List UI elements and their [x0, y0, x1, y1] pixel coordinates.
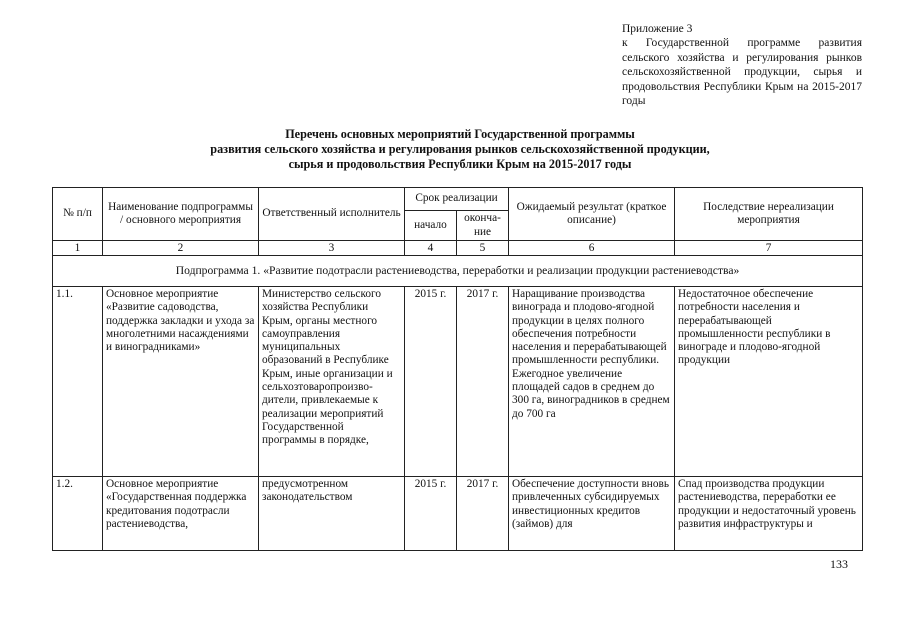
measure-consequence: Спад производства продукции растениеводства, переработки ее продукции и недостаточный уровень развития инфраструктуры и: [675, 477, 863, 551]
table-row: [53, 477, 863, 551]
column-number: 1: [53, 241, 103, 256]
appendix-label: Приложение 3: [622, 23, 693, 35]
header-executor: Ответственный исполнитель: [259, 188, 405, 241]
measure-end: 2017 г.: [457, 287, 509, 477]
measure-name: Основное мероприятие «Развитие садоводства, поддержка закладки и ухода за многолетними насаждениями и виноградниками»: [103, 287, 259, 477]
column-number: 5: [457, 241, 509, 256]
subprogram-title: Подпрограмма 1. «Развитие подотрасли растениеводства, переработки и реализации продукции растениеводства»: [53, 256, 863, 287]
title-line-3: сырья и продовольствия Республики Крым на 2015-2017 годы: [288, 157, 632, 171]
appendix-text: к Государственной программе развития сельского хозяйства и регулирования рынков сельскохозяйственной продукции, сырья и продовольствия Республики Крым на 2015-2017 годы: [622, 37, 862, 108]
column-number: 6: [509, 241, 675, 256]
header-result: Ожидаемый результат (краткое описание): [509, 188, 675, 241]
measure-result: Наращивание производства винограда и плодово-ягодной продукции в целях полного обеспечения потребности населения и перерабатывающей промышленности республики. Ежегодное увеличение площадей садов в среднем до 300 га, виноградников в среднем до 700 га: [509, 287, 675, 477]
header-num: № п/п: [53, 188, 103, 241]
header-consequence: Последствие нереализации мероприятия: [675, 188, 863, 241]
header-start: начало: [405, 211, 457, 241]
measure-executor: предусмотренном законодательством: [259, 477, 405, 551]
table-row: [53, 287, 863, 477]
appendix-block: [622, 22, 862, 108]
measure-end: 2017 г.: [457, 477, 509, 551]
header-end: оконча-ние: [457, 211, 509, 241]
title-line-2: развития сельского хозяйства и регулирования рынков сельскохозяйственной продукции,: [210, 142, 710, 156]
measure-result: Обеспечение доступности вновь привлеченных субсидируемых инвестиционных кредитов (займов) для: [509, 477, 675, 551]
row-number: 1.1.: [53, 287, 103, 477]
title-line-1: Перечень основных мероприятий Государственной программы: [285, 127, 635, 141]
measure-start: 2015 г.: [405, 477, 457, 551]
row-number: 1.2.: [53, 477, 103, 551]
header-period: Срок реализации: [405, 188, 509, 211]
subprogram-row: [53, 256, 863, 287]
measure-name: Основное мероприятие «Государственная поддержка кредитования подотрасли растениеводства,: [103, 477, 259, 551]
measure-executor: Министерство сельского хозяйства Республики Крым, органы местного самоуправления муниципальных образований в Республике Крым, иные организации и сельхозтоваропроизво-дители, привлекаемые к реализации мероприятий Государственной программы в порядке,: [259, 287, 405, 477]
measure-start: 2015 г.: [405, 287, 457, 477]
header-name: Наименование подпрограммы / основного мероприятия: [103, 188, 259, 241]
measures-table: [52, 187, 863, 551]
column-number: 3: [259, 241, 405, 256]
document-title: [120, 127, 800, 172]
column-number: 7: [675, 241, 863, 256]
column-number: 4: [405, 241, 457, 256]
measure-consequence: Недостаточное обеспечение потребности населения и перерабатывающей промышленности республики в винограде и плодово-ягодной продукции: [675, 287, 863, 477]
column-numbers-row: [53, 241, 863, 256]
page-number: 133: [830, 557, 848, 571]
column-number: 2: [103, 241, 259, 256]
